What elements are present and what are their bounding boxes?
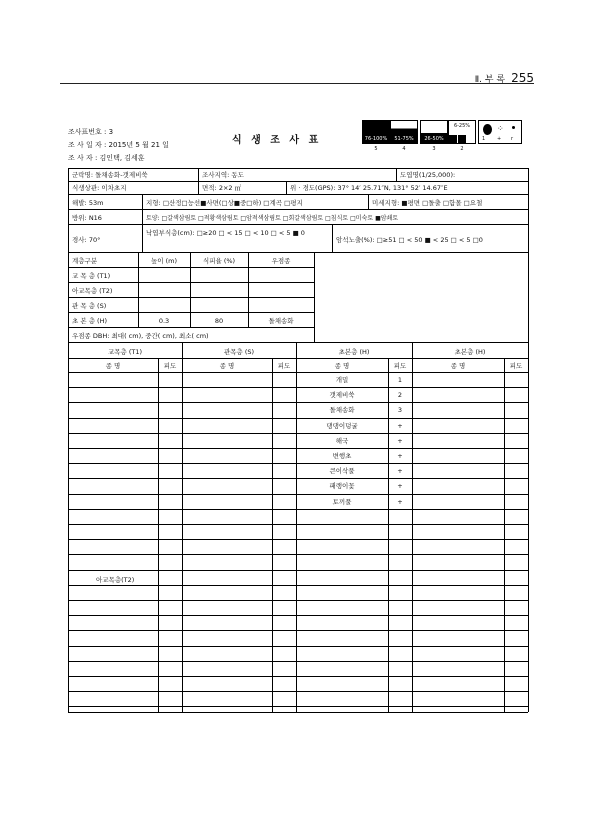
herb-species-cover: 2	[397, 391, 403, 399]
survey-region: 조사지역: 동도	[202, 171, 244, 179]
rule	[158, 358, 159, 712]
rule	[68, 539, 528, 540]
rule	[68, 463, 528, 464]
rule	[68, 387, 528, 388]
strata-row-t2: 아교목층 (T2)	[72, 287, 113, 295]
rule	[68, 494, 528, 495]
rule	[68, 194, 528, 195]
gps-coordinates: 위 · 경도(GPS): 37° 14′ 25.71″N, 131° 52′ 14.67″E	[290, 184, 448, 192]
rule	[68, 585, 528, 586]
litter-layer: 낙엽부식층(cm): □≥20 □ < 15 □ < 10 □ < 5 ■ 0	[146, 229, 305, 237]
map-name: 도엽명(1/25,000):	[400, 171, 456, 179]
herb-species-name: 개밀	[335, 376, 349, 384]
rule	[68, 327, 314, 328]
rule	[68, 615, 528, 616]
herb-species-name: 댕댕이덩굴	[326, 422, 358, 430]
coverage-box-3: 26-50%	[420, 120, 448, 144]
slope: 경사: 70°	[72, 236, 101, 244]
micro-terrain: 미세지형: ■평면 □돌출 □함몰 □요철	[372, 199, 483, 207]
rule	[68, 312, 314, 313]
dominant-dbh: 우점종 DBH: 최대( cm), 중간( cm), 최소( cm)	[72, 332, 209, 340]
rule	[198, 168, 199, 181]
herb-species-name: 해국	[335, 437, 349, 445]
rule	[68, 402, 528, 403]
rule	[68, 554, 528, 555]
rule	[68, 358, 528, 359]
section-label: Ⅱ. 부 록	[474, 75, 506, 85]
strata-header-cover: 식피율 (%)	[202, 257, 236, 265]
survey-date: 조 사 일 자 : 2015년 5 월 21 일	[68, 141, 169, 149]
community-name: 군락명: 돌채송화-갯제비쑥	[72, 171, 148, 179]
rule	[68, 342, 528, 343]
plot-area: 면적: 2×2 ㎡	[202, 184, 242, 192]
herb-species-cover: +	[397, 422, 403, 430]
herb-species-cover: 3	[397, 406, 403, 414]
coverage-box-2: 6-25%	[448, 120, 476, 144]
herb-species-name: 토끼풀	[332, 498, 352, 506]
rule	[332, 224, 333, 252]
rule	[198, 181, 199, 194]
rule	[68, 706, 528, 707]
herb-species-cover: +	[397, 482, 403, 490]
rule	[182, 342, 183, 712]
herb-species-cover: +	[397, 467, 403, 475]
rule	[314, 252, 315, 342]
form-title: 식 생 조 사 표	[232, 135, 322, 146]
strata-header-height: 높이 (m)	[150, 257, 178, 265]
strata-h-cover: 80	[214, 317, 224, 325]
rule	[368, 194, 369, 209]
group-shrub: 관목층 (S)	[223, 348, 255, 356]
col-species-name: 종 명	[219, 362, 235, 370]
rule	[68, 224, 528, 225]
terrain: 지형: □산정□능선■사면(□상■중□하) □계곡 □평지	[146, 199, 303, 207]
herb-species-name: 큰이삭풀	[329, 467, 355, 475]
altitude: 해발: 53m	[72, 199, 104, 207]
rock-exposure: 암석노출(%): □≥51 □ < 50 ■ < 25 □ < 5 □0	[336, 236, 483, 244]
survey-number: 조사표번호 : 3	[68, 128, 114, 136]
rule	[68, 676, 528, 677]
coverage-symbols: ⁘ 1 + r	[478, 120, 522, 144]
rule	[68, 448, 528, 449]
coverage-box-4: 51-75%	[390, 120, 418, 144]
rule	[68, 630, 528, 631]
rule	[68, 168, 528, 169]
rule	[504, 358, 505, 712]
herb-species-name: 변행초	[332, 452, 352, 460]
rule	[68, 600, 528, 601]
group-herb-2: 초본층 (H)	[454, 348, 486, 356]
rule	[68, 267, 314, 268]
strata-row-h: 초 본 층 (H)	[72, 317, 107, 325]
surveyor: 조 사 자 : 김인택, 김세훈	[68, 154, 145, 162]
rule	[68, 297, 314, 298]
header-rule	[60, 83, 534, 84]
col-cover: 피도	[163, 362, 177, 370]
col-cover: 피도	[509, 362, 523, 370]
rule	[68, 509, 528, 510]
page-number: 255	[511, 71, 534, 85]
rule	[68, 252, 528, 253]
rule	[286, 181, 287, 194]
coverage-box-5: 76-100%	[362, 120, 390, 144]
rule	[68, 712, 528, 713]
rule	[68, 661, 528, 662]
rule	[68, 282, 314, 283]
herb-species-cover: +	[397, 452, 403, 460]
col-cover: 피도	[393, 362, 407, 370]
vegetation-physiognomy: 식생상관: 이차초지	[72, 184, 127, 192]
group-tree: 교목층 (T1)	[107, 348, 143, 356]
col-species-name: 종 명	[105, 362, 121, 370]
rule	[272, 358, 273, 712]
rule	[68, 181, 528, 182]
subcanopy-label: 아교목층(T2)	[96, 576, 135, 584]
col-species-name: 종 명	[450, 362, 466, 370]
herb-species-cover: +	[397, 437, 403, 445]
herb-species-name: 패랭이꽃	[329, 482, 355, 490]
rule	[68, 433, 528, 434]
col-species-name: 종 명	[334, 362, 350, 370]
rule	[396, 168, 397, 181]
strata-h-height: 0.3	[158, 317, 170, 325]
herb-species-cover: 1	[397, 376, 403, 384]
strata-h-dominant: 돌채송화	[268, 317, 294, 325]
rule	[528, 168, 529, 712]
rule	[68, 524, 528, 525]
soil-type: 토양: □갈색삼림토 □적황색삼림토 □암적색삼림토 □회갈색삼림토 □침식토 □미숙토 ■암쇄토	[146, 215, 399, 222]
col-cover: 피도	[277, 362, 291, 370]
aspect: 방위: N16	[72, 214, 102, 222]
herb-species-name: 갯제비쑥	[329, 391, 355, 399]
rule	[68, 372, 528, 373]
rule	[68, 691, 528, 692]
rule	[142, 194, 143, 252]
rule	[68, 478, 528, 479]
rule	[412, 342, 413, 712]
group-herb-1: 초본층 (H)	[338, 348, 370, 356]
strata-row-s: 관 목 층 (S)	[72, 302, 107, 310]
herb-species-cover: +	[397, 498, 403, 506]
strata-header-dominant: 우점종	[271, 257, 291, 265]
strata-row-t1: 교 목 층 (T1)	[72, 272, 111, 280]
rule	[68, 418, 528, 419]
rule	[68, 570, 528, 571]
strata-header-layer: 계층구분	[72, 257, 98, 265]
rule	[68, 646, 528, 647]
herb-species-name: 돌채송화	[329, 406, 355, 414]
rule	[68, 209, 528, 210]
